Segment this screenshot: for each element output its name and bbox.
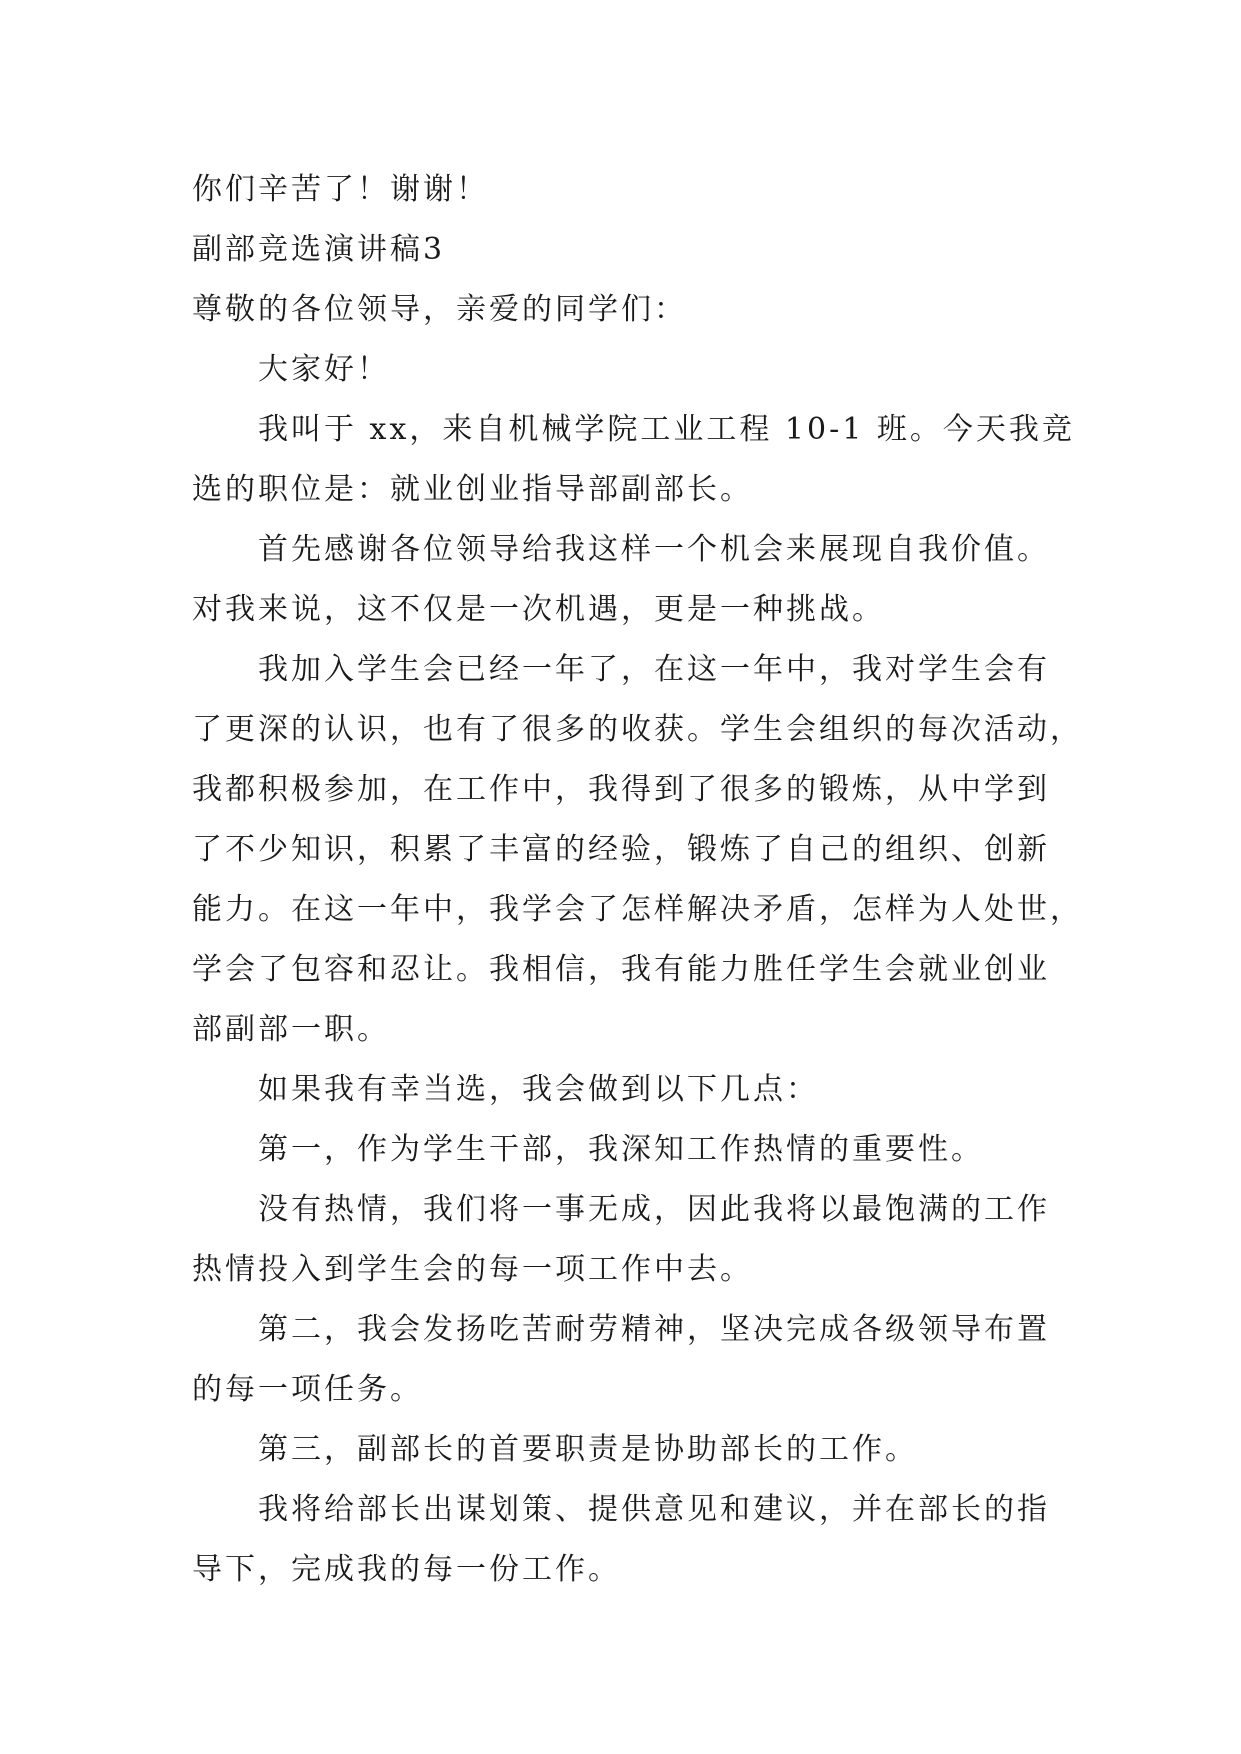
text-line: 没有热情，我们将一事无成，因此我将以最饱满的工作 — [258, 1192, 1050, 1227]
text-line: 了不少知识，积累了丰富的经验，锻炼了自己的组织、创新 — [192, 832, 1050, 867]
document-heading: 副部竞选演讲稿3 — [192, 232, 446, 267]
text-line: 如果我有幸当选，我会做到以下几点： — [258, 1072, 819, 1107]
text-line: 我将给部长出谋划策、提供意见和建议，并在部长的指 — [258, 1492, 1050, 1527]
text-line: 我加入学生会已经一年了，在这一年中，我对学生会有 — [258, 652, 1050, 687]
text-line: 我叫于 xx，来自机械学院工业工程 10-1 班。今天我竞 — [258, 412, 1075, 447]
text-line: 学会了包容和忍让。我相信，我有能力胜任学生会就业创业 — [192, 952, 1050, 987]
text-line: 部副部一职。 — [192, 1012, 390, 1047]
text-line: 大家好！ — [258, 352, 390, 387]
salutation: 尊敬的各位领导，亲爱的同学们： — [192, 292, 687, 327]
text-line: 我都积极参加，在工作中，我得到了很多的锻炼，从中学到 — [192, 772, 1050, 807]
text-line: 导下，完成我的每一份工作。 — [192, 1552, 621, 1587]
text-line: 第二，我会发扬吃苦耐劳精神，坚决完成各级领导布置 — [258, 1312, 1050, 1347]
text-line: 了更深的认识，也有了很多的收获。学生会组织的每次活动， — [192, 712, 1083, 747]
text-line: 的每一项任务。 — [192, 1372, 423, 1407]
text-line: 首先感谢各位领导给我这样一个机会来展现自我价值。 — [258, 532, 1050, 567]
text-line: 第一，作为学生干部，我深知工作热情的重要性。 — [258, 1132, 984, 1167]
text-line: 你们辛苦了！谢谢！ — [192, 172, 489, 207]
text-line: 能力。在这一年中，我学会了怎样解决矛盾，怎样为人处世， — [192, 892, 1083, 927]
text-line: 热情投入到学生会的每一项工作中去。 — [192, 1252, 753, 1287]
text-line: 第三，副部长的首要职责是协助部长的工作。 — [258, 1432, 918, 1467]
text-line: 选的职位是：就业创业指导部副部长。 — [192, 472, 753, 507]
text-line: 对我来说，这不仅是一次机遇，更是一种挑战。 — [192, 592, 885, 627]
document-page — [192, 160, 1083, 1600]
